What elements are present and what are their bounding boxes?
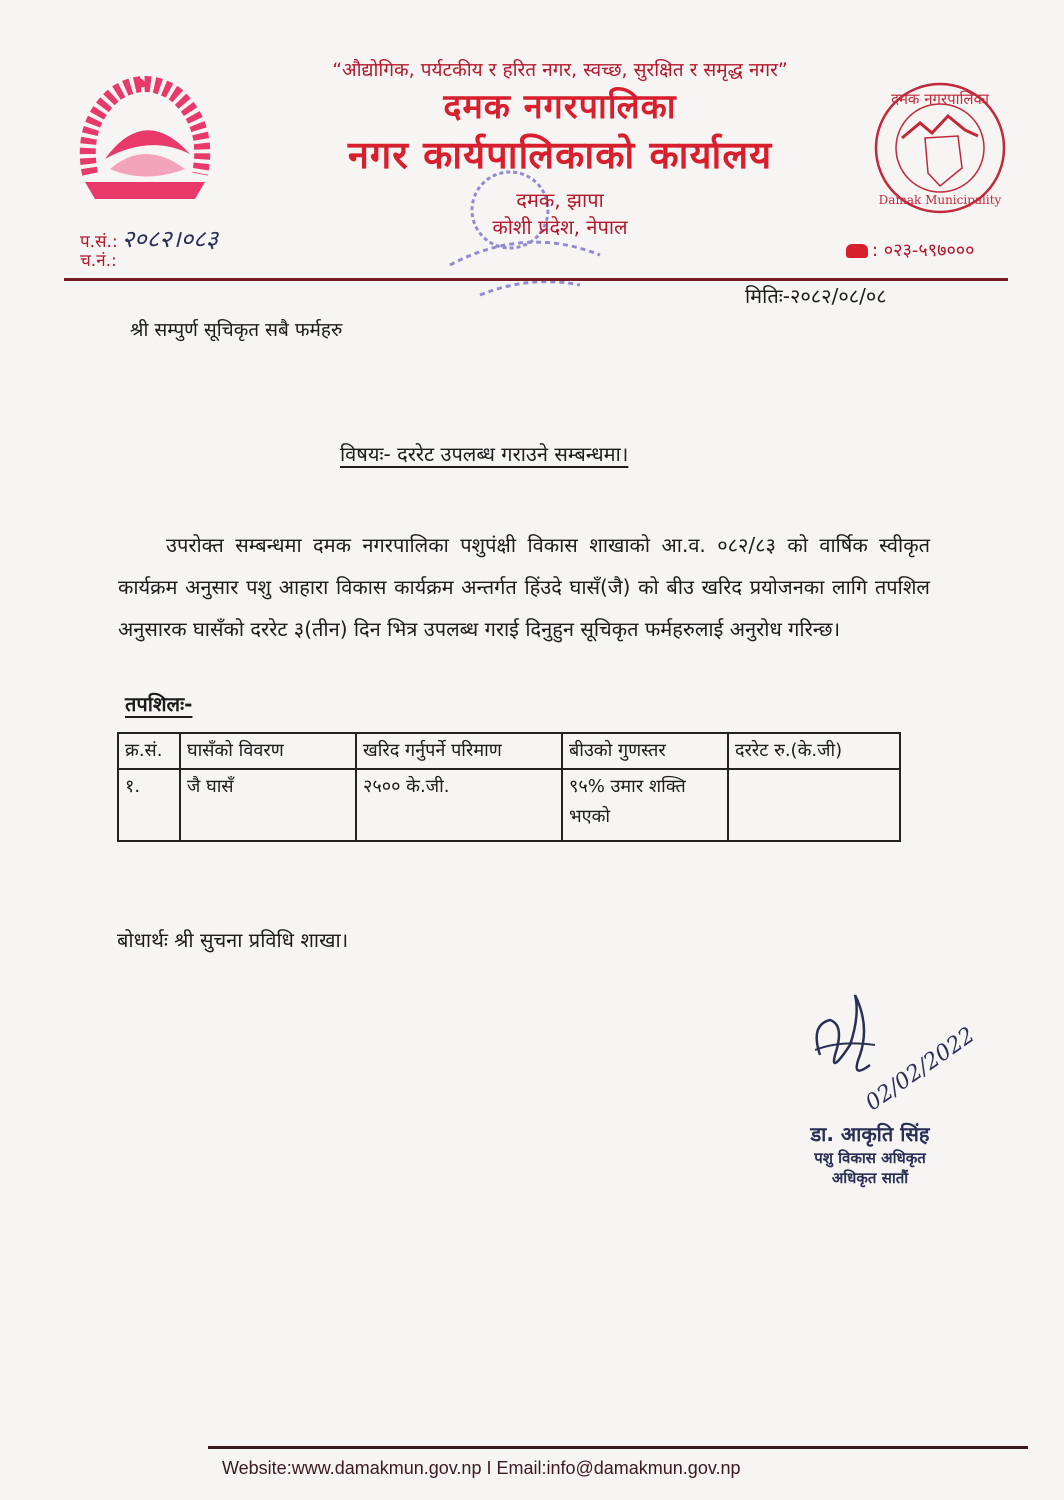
logo-text: दमक नगरपालिका	[891, 90, 989, 108]
table-cell: २५०० के.जी.	[356, 769, 562, 841]
ref-value: २०८२।०८३	[121, 225, 219, 253]
dispatch-number-label: च.नं.:	[80, 251, 117, 271]
address-line-2: कोशी प्रदेश, नेपाल	[492, 215, 628, 239]
phone-number	[846, 238, 975, 262]
header-divider	[64, 278, 1008, 281]
table-header: घासँको विवरण	[180, 733, 356, 769]
address-line-1: दमक, झापा	[516, 188, 604, 212]
table-row	[118, 769, 900, 841]
signatory-level: अधिकृत सातौं	[831, 1169, 909, 1187]
table-cell: जै घासँ	[180, 769, 356, 841]
details-label: तपशिलः-	[125, 692, 193, 716]
signature-date-text: 02/02/2022	[861, 1022, 980, 1117]
addressee: श्री सम्पुर्ण सूचिकृत सबै फर्महरु	[130, 319, 343, 341]
footer-contact: Website:www.damakmun.gov.np I Email:info@damakmun.gov.np	[222, 1458, 741, 1478]
details-table	[117, 732, 901, 842]
signatory-name: डा. आकृति सिंह	[810, 1122, 930, 1146]
table-header: खरिद गर्नुपर्ने परिमाण	[356, 733, 562, 769]
table-header: क्र.सं.	[118, 733, 180, 769]
ref-label: प.सं.:	[80, 232, 118, 252]
table-header: दररेट रु.(के.जी)	[728, 733, 900, 769]
cc-line: बोधार्थः श्री सुचना प्रविधि शाखा।	[117, 928, 349, 952]
logo-text-en: Damak Municipality	[878, 193, 1002, 207]
footer-divider	[208, 1446, 1028, 1449]
body-paragraph	[118, 524, 930, 650]
office-name: नगर कार्यपालिकाको कार्यालय	[347, 133, 773, 177]
subject-line: विषयः- दररेट उपलब्ध गराउने सम्बन्धमा।	[340, 442, 629, 466]
table-header-row	[118, 733, 900, 769]
table-cell: ९५% उमार शक्ति भएको	[562, 769, 728, 841]
damak-municipality-logo	[870, 78, 1010, 218]
handwritten-signature	[800, 985, 980, 1117]
body-paragraph-text: उपरोक्त सम्बन्धमा दमक नगरपालिका पशुपंक्षी विकास शाखाको आ.व. ०८२/८३ को वार्षिक स्वीकृत कार्यक्रम अनुसार पशु आहारा विकास कार्यक्रम अन्तर्गत हिंउदे घासँ(जै) को बीउ खरिद प्रयोजनका लागि तपशिल अनुसारक घासँको दररेट ३(तीन) दिन भित्र उपलब्ध गराई दिनुहुन सूचिकृत फर्महरुलाई अनुरोध गरिन्छ।	[118, 533, 930, 641]
letter-date: मितिः-२०८२/०८/०८	[745, 284, 887, 308]
nepal-government-emblem	[70, 64, 220, 214]
table-cell: १.	[118, 769, 180, 841]
table-header: बीउको गुणस्तर	[562, 733, 728, 769]
signature-date	[861, 1023, 979, 1116]
phone-value: : ०२३-५९७०००	[872, 240, 975, 261]
signatory-designation: पशु विकास अधिकृत	[814, 1149, 926, 1167]
table-cell	[728, 769, 900, 841]
municipality-name: दमक नगरपालिका	[443, 87, 677, 127]
telephone-icon	[846, 244, 868, 258]
motto: “औद्योगिक, पर्यटकीय र हरित नगर, स्वच्छ, सुरक्षित र समृद्ध नगर”	[332, 59, 788, 81]
